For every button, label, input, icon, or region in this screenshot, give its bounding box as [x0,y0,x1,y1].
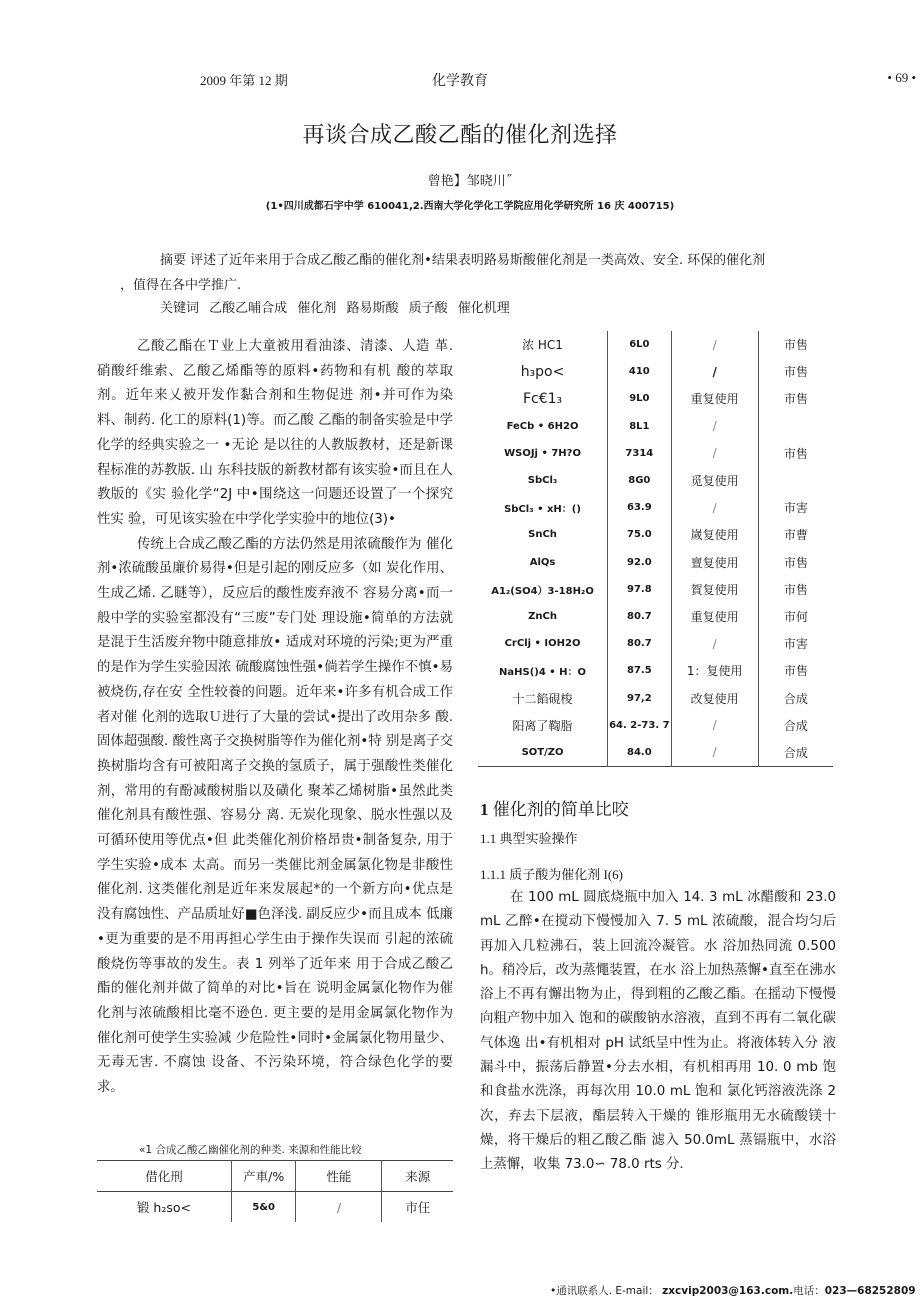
cell-performance: / [671,712,758,739]
keyword: 乙酸乙晡合成 [209,301,288,316]
cell-source: 合成 [758,739,833,767]
cell-performance: 重复使用 [671,385,758,412]
cell-performance: 重复使用 [671,603,758,630]
table-row [478,494,833,521]
cell-performance: / [671,331,758,358]
subsection-heading: 1.1 典型实验操作 [480,831,578,846]
cell-source: 合成 [758,684,833,711]
cell-yield: 9L0 [608,385,672,412]
table-row [478,630,833,657]
section-number: 1 [480,800,489,819]
keywords [160,297,516,316]
cell-source: 市售 [758,358,833,385]
subsubsection-heading: 1.1.1 质子酸为催化剂 I(6) [480,867,623,882]
cell-source: 市何 [758,603,833,630]
left-column-body [97,335,453,1101]
cell-catalyst: SbCl₃ [527,475,558,487]
header-catalyst: 借化刑 [145,1169,183,1184]
cell-catalyst: 浓 HC1 [522,338,563,353]
table-row [478,657,833,684]
cell-catalyst: SbCl₃ • xH：() [504,504,581,516]
right-column-body [480,886,836,1178]
cell-yield: 87.5 [608,657,672,684]
cell-performance: / [296,1192,382,1223]
cell-performance: 改复使用 [671,684,758,711]
cell-source: 市售 [758,331,833,358]
cell-catalyst: 十二餡硯梭 [512,691,573,706]
cell-source: 市售 [758,385,833,412]
cell-source: 合成 [758,712,833,739]
cell-catalyst: FeCb • 6H2O [506,420,579,432]
cell-yield: 64. 2-73. 7 [608,712,672,739]
cell-performance: 嵗复使用 [671,521,758,548]
cell-performance: 1：复使用 [671,657,758,684]
issue-label: 2009 年第 12 期 [200,73,288,88]
cell-source: 市售 [758,440,833,467]
cell-catalyst: NaHS()4 • H：O [499,667,587,679]
cell-source: 市售 [758,657,833,684]
table-row [478,440,833,467]
keyword: 催化机理 [457,301,510,316]
cell-catalyst: h₃po< [520,363,565,380]
cell-performance: / [671,494,758,521]
authors: 曾艳】邹晓川˝ [427,174,513,189]
cell-catalyst: WSOJj • 7H?O [504,447,581,459]
cell-source: 市仼 [382,1192,453,1223]
cell-performance: 觅复使用 [671,467,758,494]
cell-yield: 410 [608,358,672,385]
cell-catalyst: SnCh [528,529,557,541]
table-row [478,576,833,603]
table-row [478,358,833,385]
footnote-label: •通讯联系人. E-mail： [550,1285,659,1297]
contact-phone: 023—68252809 [824,1285,916,1297]
paragraph: 传统上合成乙酸乙酯的方法仍然是用浓硫酸作为 催化剂•浓硫酸虽廉价易得•但是引起的刚反应多（如 炭化作用、生成乙烯. 乙瞇等），反应后的酸性废弃液不 容易分离•而一般中学的实验室都没有“三废”专门处 理设施•简单的方法就是混于生活废弁物中随意排放• 适成对环境的污染;更为严重的是作为学生实验因浓 硫酸腐蚀性强•倘若学生操作不慎•易被烧伤,存在安 全性较養的问题。近年来•许多有机合成工作者对催 化剂的选取Ｕ进行了大量的尝试•提出了改用杂多 酸. 固体超强酸. 酸性离子交换树脂等作为催化剂•特 别是离子交换树脂均含有可被阳离子交换的氢质子，属于强酸性类催化剂，常用的有酚减酸树脂以及磺化 聚苯乙烯树脂•虽然此类催化剂具有酸性强、容易分 离. 无炭化现象、脱水性强以及可循环使用等优点•但 此类催化剂价格昂贵•制备复杂, 用于学生实验•成本 太高。而另一类催比剂金属氯化物是非酸性催化剂. 这类催化剂是近年来发展起*的一个新方向•优点是 没有腐蚀性、产品质址好■色泽浅. 副反应少•而且成本 低廉•更为重要的是不用再担心学生由于操作失误而 引起的浓硫酸烧伤等事故的发生。表 1 列举了近年来 用于合成乙酸乙酯的催化剂并做了简单的对比•旨在 说明金属氯化物作为催化剂与浓硫酸相比毫不逊色. 更主要的是用金属氯化物作为催化剂可使学生实验减 少危险性•同时•金属氯化物用量少、无毒无害. 不腐蚀 设备、不污染环境，符合绿色化学的要求。 [97,536,453,1096]
cell-performance: / [671,358,758,385]
cell-catalyst: AlQs [529,556,556,568]
cell-source: 市售 [758,576,833,603]
table-caption: «1 合成乙酸乙幽催化剂的种类. 来源和性能比较 [139,1144,362,1156]
table-row [478,549,833,576]
abstract-label: 摘要 [160,253,187,268]
cell-source: 市害 [758,630,833,657]
table-row [97,1192,453,1223]
cell-catalyst: 锻 h₂so< [136,1200,191,1215]
cell-yield: 7314 [608,440,672,467]
table-row [478,385,833,412]
cell-yield: 63.9 [608,494,672,521]
cell-yield: 80.7 [608,603,672,630]
keyword: 质子酸 [408,301,448,316]
cell-catalyst: ZnCh [528,610,557,622]
header-performance: 性能 [296,1161,382,1192]
cell-yield: 80.7 [608,630,672,657]
cell-yield: 8L1 [608,413,672,440]
table-row [478,712,833,739]
table-row [478,739,833,767]
cell-performance: / [671,440,758,467]
cell-performance: / [671,413,758,440]
table-row [478,521,833,548]
cell-yield: 92.0 [608,549,672,576]
paragraph: 在 100 mL 圆底烧瓶中加入 14. 3 mL 冰醋酸和 23.0 mL 乙醉•在搅动下慢慢加入 7. 5 mL 浓硫酸，混合均匀后再加入几粒沸石，装上回流冷凝管。水 浴加热同流 0.500 h。稍冷后，改为蒸憴装置，在水 浴上加热蒸懈•直至在沸水浴上不再有懈出物为止，得到粗的乙酸乙酯。在摇动下慢慢向粗产物中加入 饱和的碳酸钠水溶液，直到不再有二氧化碳气体逸 出•有机相对 pH 试纸呈中性为止。将液体转入分 液漏斗中，振荡后静置•分去水相，有机相再用 10. 0 mb 饱和食盐水洗涤，再每次用 10.0 mL 饱和 氯化钙溶液洗涤 2 次，弃去下层液，酯层转入干燥的 锥形瓶用无水硫酸镁十燥，将干燥后的粗乙酸乙酯 滤入 50.0mL 蒸镉瓶中，水浴上蒸懈，收集 73.0∽ 78.0 rts 分. [480,890,836,1173]
cell-performance: 賀复使用 [671,576,758,603]
cell-yield: 6L0 [608,331,672,358]
article-title: 再谈合成乙酸乙酯的催化剂选择 [302,123,618,148]
cell-source [758,413,833,440]
table-row [478,413,833,440]
keyword: 催化剂 [297,301,337,316]
cell-performance: / [671,630,758,657]
table-row [478,603,833,630]
affiliation: (1•四川成都石宇中学 610041,2.西南大学化学化工学院应用化学研究所 16 庆 400715) [265,201,675,212]
cell-source: 市曹 [758,521,833,548]
cell-catalyst: A1₂(SO4）3-18H₂O [491,585,594,597]
header-yield: 产車/% [231,1161,296,1192]
cell-yield: 8G0 [608,467,672,494]
keywords-label: 关键词 [160,301,200,316]
cell-source [758,467,833,494]
footnote [550,1283,916,1298]
table-row [478,331,833,358]
cell-source: 市害 [758,494,833,521]
cell-source: 市售 [758,549,833,576]
abstract-text: 评述了近年来用于合成乙酸乙酯的催化剂•结果表明路易斯酸催化剂是一类高效、安全. 环保的催化剂 [190,253,766,268]
cell-yield: 75.0 [608,521,672,548]
cell-yield: 97.8 [608,576,672,603]
table-row [478,467,833,494]
abstract [120,248,840,298]
cell-catalyst: 阳离了鞫脂 [512,718,573,733]
journal-name: 化学教育 [432,73,488,89]
page-number: • 69 • [887,70,916,85]
cell-performance: / [671,739,758,767]
section-heading-1 [480,795,629,820]
abstract-continuation: ，值得在各中学推广. [120,278,242,293]
table-row [478,684,833,711]
contact-email: zxcvip2003@163.com. [662,1285,794,1297]
catalyst-table-part2 [478,331,833,767]
cell-catalyst: Fc€1₃ [522,390,563,407]
header-source: 来源 [382,1161,453,1192]
section-title: 催化剂的简单比咬 [492,800,629,819]
cell-yield: 97,2 [608,684,672,711]
cell-yield: 5&0 [231,1192,296,1223]
table-header-row [97,1161,453,1192]
phone-label: 电话： [793,1285,825,1297]
catalyst-table-part1 [97,1160,453,1222]
cell-catalyst: CrClj • IOH2O [504,638,581,650]
paragraph: 乙酸乙酯在Ｔ业上大童被用看油漆、清漆、人造 革. 硝酸纤维索、乙酸乙烯酯等的原料•药物和有机 酸的萃取剂。近年来乂被开发作黏合剂和生物促进 剂•并可作为染料、制药. 化工的原料(1)等。而乙酸 乙酯的制备实验是中学化学的经典实验之一 •无论 是以往的人教版教材，还是新课程标准的苏教版. 山 东科技版的新教材都有该实验•而且在人教版的《实 验化学“2J 中•围绕这一问题还设置了一个探究性实 验，可见该实验在中学化学实验中的地位(3)• [97,339,453,527]
keyword: 路易斯酸 [346,301,399,316]
cell-performance: 亶复使用 [671,549,758,576]
cell-catalyst: SOT/ZO [521,746,564,758]
cell-yield: 84.0 [608,739,672,767]
